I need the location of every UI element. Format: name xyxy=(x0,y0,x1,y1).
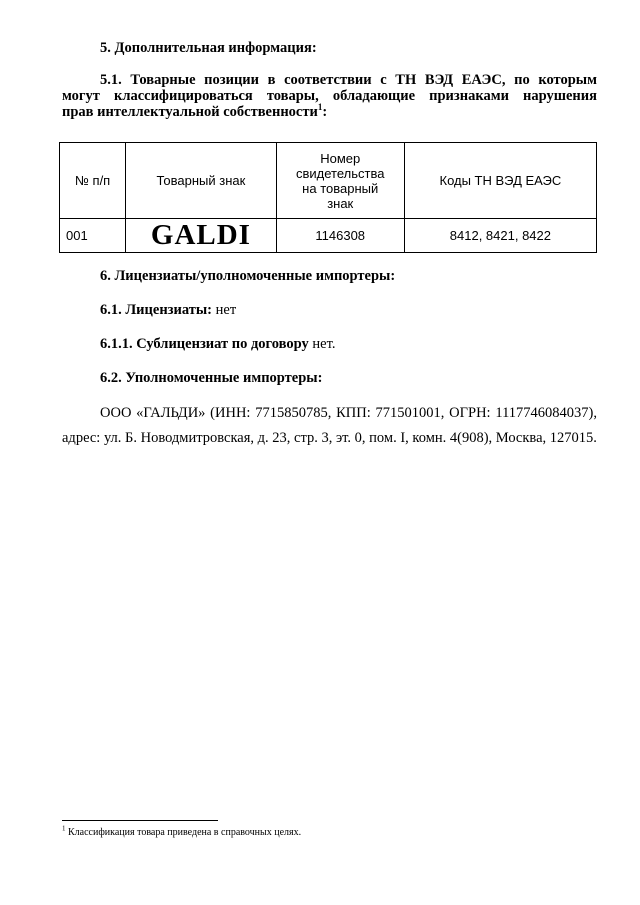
section-6-heading: 6. Лицензиаты/уполномоченные импортеры: xyxy=(100,268,396,284)
table-header-row xyxy=(60,143,597,219)
footnote xyxy=(62,824,302,839)
section-5-1-heading xyxy=(62,72,597,120)
cell-certificate: 1146308 xyxy=(276,219,404,253)
section-5-1-line-3-text: прав интеллектуальной собственности xyxy=(62,104,318,120)
section-5-1-colon: : xyxy=(322,104,328,120)
header-num: № п/п xyxy=(60,143,126,219)
footnote-marker: 1 xyxy=(62,824,66,833)
sublicensee-label: 6.1.1. Сублицензиат по договору xyxy=(100,336,309,352)
importer-paragraph xyxy=(62,401,597,451)
cell-codes: 8412, 8421, 8422 xyxy=(404,219,596,253)
header-codes: Коды ТН ВЭД ЕАЭС xyxy=(404,143,596,219)
header-certificate: Номер свидетельства на товарный знак xyxy=(276,143,404,219)
sublicensee-value: нет. xyxy=(308,336,336,352)
licensees-value: нет xyxy=(212,302,237,318)
section-5-heading: 5. Дополнительная информация: xyxy=(100,40,317,56)
header-trademark: Товарный знак xyxy=(126,143,276,219)
footnote-reference[interactable]: 1 xyxy=(317,102,323,113)
cell-num: 001 xyxy=(60,219,126,253)
trademark-table xyxy=(59,142,597,253)
section-6-2-heading: 6.2. Уполномоченные импортеры: xyxy=(100,370,323,386)
section-5-1-line-1: 5.1. Товарные позиции в соответствии с ТН ВЭД ЕАЭС, по которым xyxy=(100,72,597,88)
section-5-1-line-2: могут классифицироваться товары, обладающие признаками нарушения xyxy=(62,88,597,104)
footnote-divider xyxy=(62,820,218,821)
section-6-1 xyxy=(100,302,236,319)
importer-text: ООО «ГАЛЬДИ» (ИНН: 7715850785, КПП: 771501001, ОГРН: 1117746084037), адрес: ул. Б. Новодмитровская, д. 23, стр. 3, эт. 0, пом. I, комн. 4(908), Москва, 127015. xyxy=(62,405,597,446)
footnote-text: Классификация товара приведена в справочных целях. xyxy=(65,827,302,838)
table-row xyxy=(60,219,597,253)
cell-trademark-logo: GALDI xyxy=(126,219,276,253)
section-6-1-1 xyxy=(100,336,335,353)
licensees-label: 6.1. Лицензиаты: xyxy=(100,302,213,318)
section-5-1-line-3 xyxy=(62,104,597,120)
